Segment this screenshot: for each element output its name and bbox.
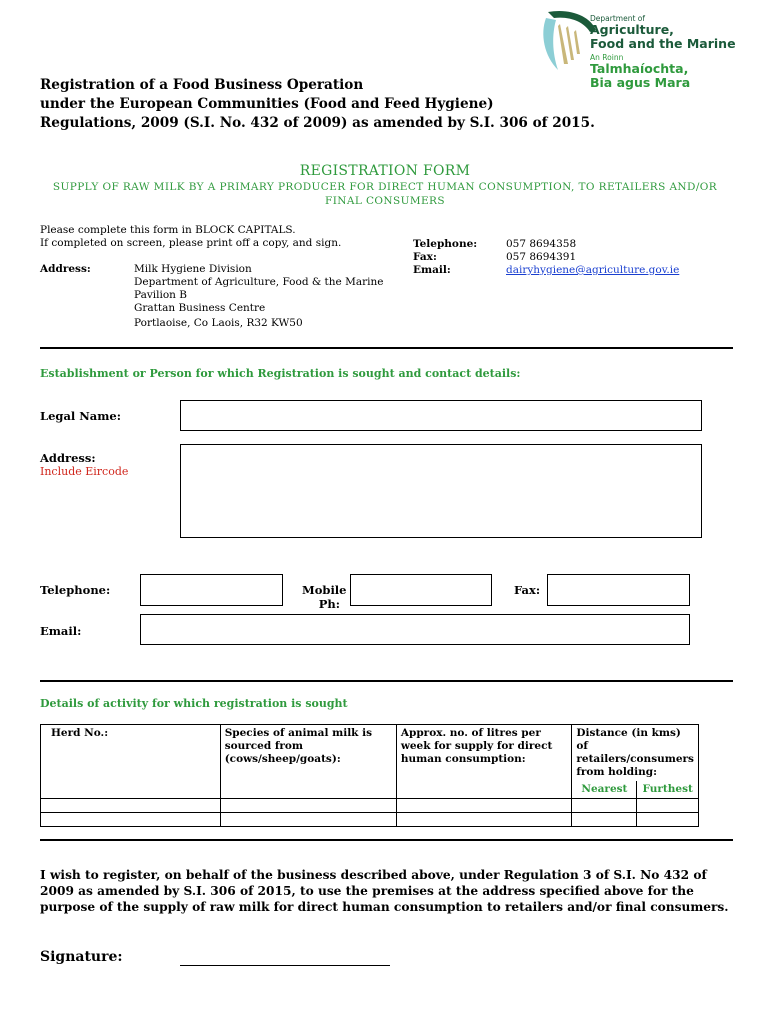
address-label: Address: (40, 263, 91, 275)
instruction-line1: Please complete this form in BLOCK CAPITALS. (40, 224, 296, 236)
regulation-title-line1: Registration of a Food Business Operation (40, 77, 364, 93)
address-line: Milk Hygiene Division (134, 263, 252, 275)
col-furthest-header: Furthest (637, 781, 699, 799)
contact-values (506, 238, 679, 277)
col-litres-header: Approx. no. of litres per week for supply for direct human consumption: (396, 725, 572, 799)
instructions (40, 224, 341, 250)
col-species-header: Species of animal milk is sourced from (cows/sheep/goats): (220, 725, 396, 799)
address-block (134, 263, 383, 330)
fax-field-label: Fax: (514, 583, 541, 597)
eircode-note: Include Eircode (40, 465, 129, 478)
declaration-text: I wish to register, on behalf of the business described above, under Regulation 3 of S.I. No 432 of 2009 as amended by S.I. 306 of 2015, to use the premises at the address specified above for the purpose of the supply of raw milk for direct human consumption to retailers and/or final consumers. (40, 868, 729, 914)
litres-cell[interactable] (396, 813, 572, 827)
furthest-cell[interactable] (637, 799, 699, 813)
herd-cell[interactable] (41, 813, 221, 827)
logo-irish-line2: Bia agus Mara (590, 75, 691, 90)
logo-name-line2: Food and the Marine (590, 36, 736, 51)
contact-labels (413, 238, 477, 277)
species-cell[interactable] (220, 799, 396, 813)
logo-dept-of: Department of (590, 14, 645, 23)
mobile-label (302, 583, 347, 611)
col-nearest-header: Nearest (572, 781, 637, 799)
telephone-value: 057 8694358 (506, 238, 577, 250)
applicant-address-label: Address: (40, 451, 96, 465)
species-cell[interactable] (220, 813, 396, 827)
telephone-field[interactable] (140, 574, 283, 606)
address-line: Portlaoise, Co Laois, R32 KW50 (134, 317, 303, 329)
signature-line[interactable] (180, 965, 390, 966)
form-title: REGISTRATION FORM (299, 163, 471, 179)
table-header-row (41, 725, 699, 782)
form-subtitle: SUPPLY OF RAW MILK BY A PRIMARY PRODUCER FOR DIRECT HUMAN CONSUMPTION, TO RETAILERS AND/OR FINAL CONSUMERS (52, 181, 718, 207)
section2-heading: Details of activity for which registration is sought (40, 697, 348, 710)
nearest-cell[interactable] (572, 799, 637, 813)
logo-an-roinn: An Roinn (590, 53, 624, 62)
email-link[interactable]: dairyhygiene@agriculture.gov.ie (506, 264, 680, 276)
fax-field[interactable] (547, 574, 690, 606)
logo-name-line1: Agriculture, (590, 22, 674, 37)
email-field[interactable] (140, 614, 690, 645)
mobile-field[interactable] (350, 574, 492, 606)
address-line: Department of Agriculture, Food & the Marine (134, 276, 384, 288)
email-field-label: Email: (40, 624, 82, 638)
legal-name-label: Legal Name: (40, 409, 121, 423)
regulation-title (40, 76, 595, 133)
instruction-line2: If completed on screen, please print off a copy, and sign. (40, 237, 342, 249)
nearest-cell[interactable] (572, 813, 637, 827)
signature-label: Signature: (40, 949, 123, 965)
telephone-field-label: Telephone: (40, 583, 111, 597)
address-line: Grattan Business Centre (134, 302, 266, 314)
section1-heading: Establishment or Person for which Registration is sought and contact details: (40, 367, 521, 380)
col-herd-header: Herd No.: (41, 725, 221, 799)
logo-text (590, 14, 736, 90)
regulation-title-line3: Regulations, 2009 (S.I. No. 432 of 2009) as amended by S.I. 306 of 2015. (40, 115, 595, 131)
table-row[interactable] (41, 813, 699, 827)
mobile-label-line1: Mobile (302, 583, 347, 597)
address-line: Pavilion B (134, 289, 187, 301)
divider (40, 680, 733, 682)
col-distance-header: Distance (in kms) of retailers/consumers from holding: (572, 725, 699, 782)
mobile-label-line2: Ph: (318, 597, 340, 611)
litres-cell[interactable] (396, 799, 572, 813)
fax-label: Fax: (413, 251, 437, 263)
applicant-address-field[interactable] (180, 444, 702, 538)
divider (40, 347, 733, 349)
herd-cell[interactable] (41, 799, 221, 813)
email-label: Email: (413, 264, 451, 276)
fax-value: 057 8694391 (506, 251, 577, 263)
divider (40, 839, 733, 841)
telephone-label: Telephone: (413, 238, 478, 250)
furthest-cell[interactable] (637, 813, 699, 827)
legal-name-field[interactable] (180, 400, 702, 431)
table-row[interactable] (41, 799, 699, 813)
logo-irish-line1: Talmhaíochta, (590, 61, 689, 76)
activity-table (40, 724, 699, 827)
regulation-title-line2: under the European Communities (Food and Feed Hygiene) (40, 96, 494, 112)
